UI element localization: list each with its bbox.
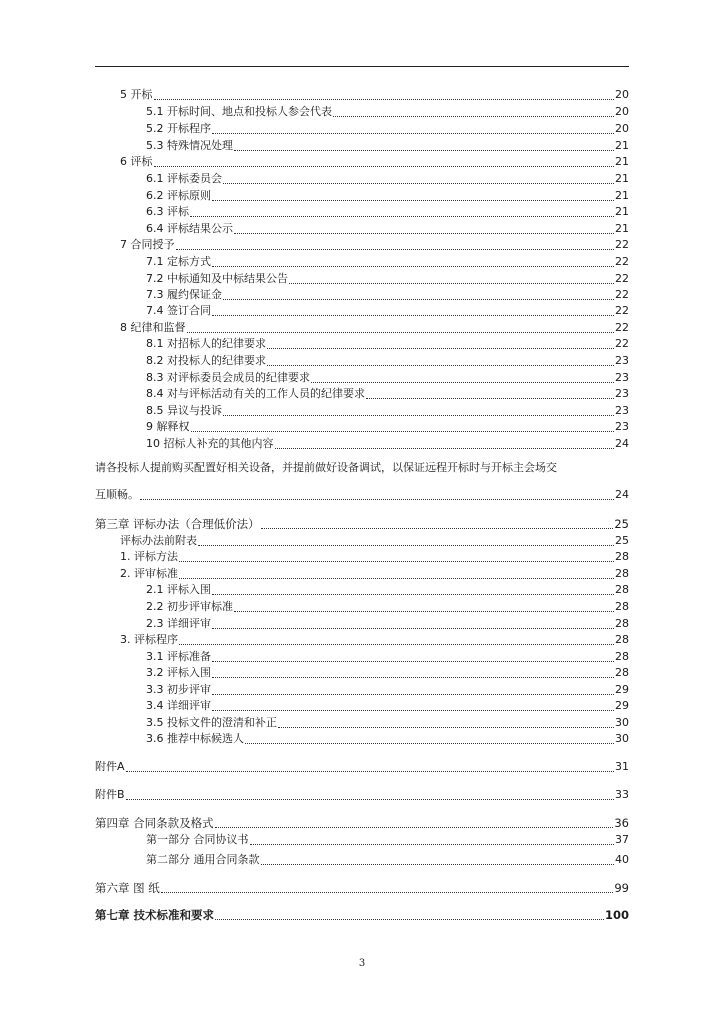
toc-entry-page: 21 (615, 155, 629, 168)
toc-entry-page: 21 (615, 222, 629, 235)
dot-leader (154, 166, 615, 167)
dot-leader (267, 365, 614, 366)
toc-entry-text: 6.4 评标结果公示 (146, 222, 233, 235)
toc-entry-page: 31 (615, 760, 629, 773)
dot-leader (234, 233, 614, 234)
toc-entry[interactable] (146, 419, 629, 435)
toc-entry[interactable] (146, 204, 629, 220)
dot-leader (245, 743, 614, 744)
toc-entry[interactable] (120, 154, 629, 170)
dot-leader (289, 283, 614, 284)
toc-entry[interactable] (146, 221, 629, 237)
toc-entry-text: 2. 评审标准 (120, 567, 178, 580)
dot-leader (176, 249, 615, 250)
dot-leader (223, 415, 614, 416)
toc-entry-text: 第二部分 通用合同条款 (146, 853, 260, 866)
dot-leader (198, 545, 614, 546)
toc-chapter-entry[interactable] (95, 880, 629, 896)
toc-entry-page: 25 (614, 517, 629, 531)
toc-entry-text: 9 解释权 (146, 420, 190, 433)
dot-leader (212, 315, 614, 316)
toc-entry-page: 99 (614, 881, 629, 895)
toc-entry[interactable] (120, 320, 629, 336)
toc-entry[interactable] (146, 370, 629, 386)
toc-entry[interactable] (146, 715, 629, 731)
toc-entry[interactable] (120, 87, 629, 103)
toc-entry-page: 20 (615, 88, 629, 101)
toc-entry-text: 5.3 特殊情况处理 (146, 139, 233, 152)
dot-leader (190, 216, 614, 217)
toc-entry-text: 3.4 详细评审 (146, 699, 211, 712)
toc-entry-text: 第四章 合同条款及格式 (95, 816, 214, 830)
toc-entry-text: 7 合同授予 (120, 238, 175, 251)
toc-entry-page: 23 (615, 404, 629, 417)
toc-entry-page: 24 (615, 437, 629, 450)
toc-entry[interactable] (146, 171, 629, 187)
toc-entry[interactable] (146, 104, 629, 120)
toc-entry-text: 8.3 对评标委员会成员的纪律要求 (146, 371, 310, 384)
paragraph-text: 互顺畅。 (95, 488, 139, 501)
dot-leader (212, 266, 614, 267)
toc-entry[interactable] (146, 138, 629, 154)
toc-entry-page: 21 (615, 189, 629, 202)
toc-entry-text: 5.1 开标时间、地点和投标人参会代表 (146, 105, 332, 118)
toc-entry-text: 10 招标人补充的其他内容 (146, 437, 274, 450)
dot-leader (179, 578, 614, 579)
toc-entry-text: 第七章 技术标准和要求 (95, 908, 215, 922)
toc-entry[interactable] (146, 616, 629, 632)
toc-entry-text: 3.1 评标准备 (146, 650, 211, 663)
dot-leader (161, 892, 614, 893)
toc-entry-text: 7.4 签订合同 (146, 304, 211, 317)
toc-entry-page: 22 (615, 255, 629, 268)
dot-leader (223, 183, 614, 184)
dot-leader (366, 398, 614, 399)
toc-entry[interactable] (146, 353, 629, 369)
toc-entry-page: 28 (615, 617, 629, 630)
dot-leader (311, 382, 614, 383)
toc-entry-text: 2.1 评标入围 (146, 583, 211, 596)
dot-leader (212, 710, 614, 711)
toc-entry-text: 7.1 定标方式 (146, 255, 211, 268)
page-number: 3 (358, 958, 366, 969)
toc-entry-text: 5 开标 (120, 88, 153, 101)
toc-entry-text: 第六章 图 纸 (95, 881, 160, 895)
toc-entry-text: 5.2 开标程序 (146, 122, 211, 135)
dot-leader (126, 799, 614, 800)
toc-entry-text: 3. 评标程序 (120, 633, 178, 646)
toc-entry-page: 28 (615, 583, 629, 596)
toc-entry-page: 28 (615, 567, 629, 580)
toc-entry-text: 第一部分 合同协议书 (146, 833, 249, 846)
toc-entry[interactable] (146, 665, 629, 681)
dot-leader (191, 431, 615, 432)
toc-entry-text: 8 纪律和监督 (120, 321, 186, 334)
dot-leader (261, 528, 614, 529)
toc-entry-text: 8.4 对与评标活动有关的工作人员的纪律要求 (146, 387, 365, 400)
toc-entry[interactable] (120, 549, 629, 565)
toc-entry[interactable] (146, 682, 629, 698)
toc-entry[interactable] (146, 599, 629, 615)
toc-entry-page: 22 (615, 238, 629, 251)
toc-entry-text: 8.2 对投标人的纪律要求 (146, 354, 266, 367)
toc-entry-page: 22 (615, 272, 629, 285)
toc-entry-page: 23 (615, 420, 629, 433)
toc-entry-text: 8.1 对招标人的纪律要求 (146, 337, 266, 350)
toc-entry-text: 3.6 推荐中标候选人 (146, 732, 244, 745)
notice-paragraph-line1: 请各投标人提前购买配置好相关设备，并提前做好设备调试，以保证远程开标时与开标主会场交 (95, 461, 557, 474)
toc-entry[interactable] (146, 649, 629, 665)
toc-entry[interactable] (146, 731, 629, 747)
toc-entry[interactable] (146, 188, 629, 204)
toc-entry[interactable] (146, 287, 629, 303)
dot-leader (212, 628, 614, 629)
toc-entry-page: 28 (615, 550, 629, 563)
toc-entry-page: 23 (615, 371, 629, 384)
toc-entry-page: 22 (615, 288, 629, 301)
dot-leader (333, 116, 614, 117)
toc-entry-text: 3.5 投标文件的澄清和补正 (146, 716, 277, 729)
toc-entry-text: 3.2 评标入围 (146, 666, 211, 679)
toc-entry[interactable] (146, 254, 629, 270)
toc-entry-text: 评标办法前附表 (120, 534, 197, 547)
toc-entry-text: 6.1 评标委员会 (146, 172, 222, 185)
dot-leader (126, 771, 614, 772)
toc-entry-text: 2.3 详细评审 (146, 617, 211, 630)
toc-entry[interactable] (120, 533, 629, 549)
toc-entry-page: 30 (615, 732, 629, 745)
toc-entry-page: 28 (615, 600, 629, 613)
toc-entry[interactable] (146, 303, 629, 319)
toc-entry-page: 20 (615, 122, 629, 135)
toc-entry[interactable] (146, 403, 629, 419)
toc-entry[interactable] (146, 852, 629, 868)
toc-appendix-entry[interactable] (95, 787, 629, 803)
toc-appendix-entry[interactable] (95, 759, 629, 775)
toc-entry-text: 第三章 评标办法（合理低价法） (95, 517, 260, 531)
dot-leader (261, 864, 615, 865)
toc-entry-text: 1. 评标方法 (120, 550, 178, 563)
dot-leader (212, 594, 614, 595)
toc-entry-page: 23 (615, 354, 629, 367)
toc-entry-page: 37 (615, 833, 629, 846)
toc-entry-page: 29 (615, 683, 629, 696)
toc-entry-page: 22 (615, 304, 629, 317)
toc-entry[interactable] (120, 237, 629, 253)
toc-entry-text: 6 评标 (120, 155, 153, 168)
notice-paragraph-line2[interactable] (95, 487, 629, 503)
dot-leader (234, 611, 614, 612)
toc-entry[interactable] (146, 582, 629, 598)
toc-entry-page: 22 (615, 321, 629, 334)
toc-entry-page: 40 (615, 853, 629, 866)
toc-entry-text: 附件B (95, 788, 125, 801)
dot-leader (140, 499, 614, 500)
toc-entry-page: 30 (615, 716, 629, 729)
toc-entry[interactable] (146, 336, 629, 352)
toc-entry-page: 28 (615, 633, 629, 646)
dot-leader (212, 694, 614, 695)
toc-entry-page: 33 (615, 788, 629, 801)
toc-entry[interactable] (146, 271, 629, 287)
dot-leader (179, 644, 614, 645)
toc-entry-text: 7.3 履约保证金 (146, 288, 222, 301)
toc-entry-page: 20 (615, 105, 629, 118)
toc-chapter-entry[interactable] (95, 907, 629, 923)
toc-entry-page: 100 (604, 908, 629, 922)
toc-entry[interactable] (146, 121, 629, 137)
dot-leader (223, 299, 614, 300)
dot-leader (212, 677, 614, 678)
toc-entry-page: 22 (615, 337, 629, 350)
dot-leader (275, 448, 615, 449)
toc-entry-text: 6.2 评标原则 (146, 189, 211, 202)
toc-entry-text: 附件A (95, 760, 125, 773)
dot-leader (278, 727, 614, 728)
toc-entry[interactable] (146, 436, 629, 452)
dot-leader (212, 133, 614, 134)
toc-entry-page: 23 (615, 387, 629, 400)
toc-entry[interactable] (120, 566, 629, 582)
toc-entry-text: 7.2 中标通知及中标结果公告 (146, 272, 288, 285)
toc-entry-page: 25 (615, 534, 629, 547)
toc-entry-page: 36 (614, 816, 629, 830)
toc-entry[interactable] (146, 386, 629, 402)
toc-entry-page: 28 (615, 666, 629, 679)
dot-leader (154, 99, 615, 100)
toc-entry[interactable] (146, 698, 629, 714)
toc-entry-text: 2.2 初步评审标准 (146, 600, 233, 613)
toc-entry-page: 21 (615, 139, 629, 152)
toc-entry-page: 29 (615, 699, 629, 712)
dot-leader (215, 919, 604, 920)
dot-leader (187, 332, 615, 333)
toc-entry-text: 6.3 评标 (146, 205, 189, 218)
toc-chapter-entry[interactable] (95, 516, 629, 532)
toc-entry[interactable] (146, 832, 629, 848)
toc-entry-page: 21 (615, 205, 629, 218)
dot-leader (212, 661, 614, 662)
toc-entry[interactable] (120, 632, 629, 648)
toc-entry-text: 8.5 异议与投诉 (146, 404, 222, 417)
header-rule (95, 66, 629, 67)
toc-entry-page: 21 (615, 172, 629, 185)
toc-entry-page: 28 (615, 650, 629, 663)
dot-leader (179, 561, 614, 562)
dot-leader (234, 150, 614, 151)
dot-leader (267, 348, 614, 349)
toc-chapter-entry[interactable] (95, 815, 629, 831)
dot-leader (250, 844, 615, 845)
dot-leader (215, 827, 614, 828)
paragraph-page: 24 (615, 488, 629, 501)
toc-entry-text: 3.3 初步评审 (146, 683, 211, 696)
dot-leader (212, 200, 614, 201)
